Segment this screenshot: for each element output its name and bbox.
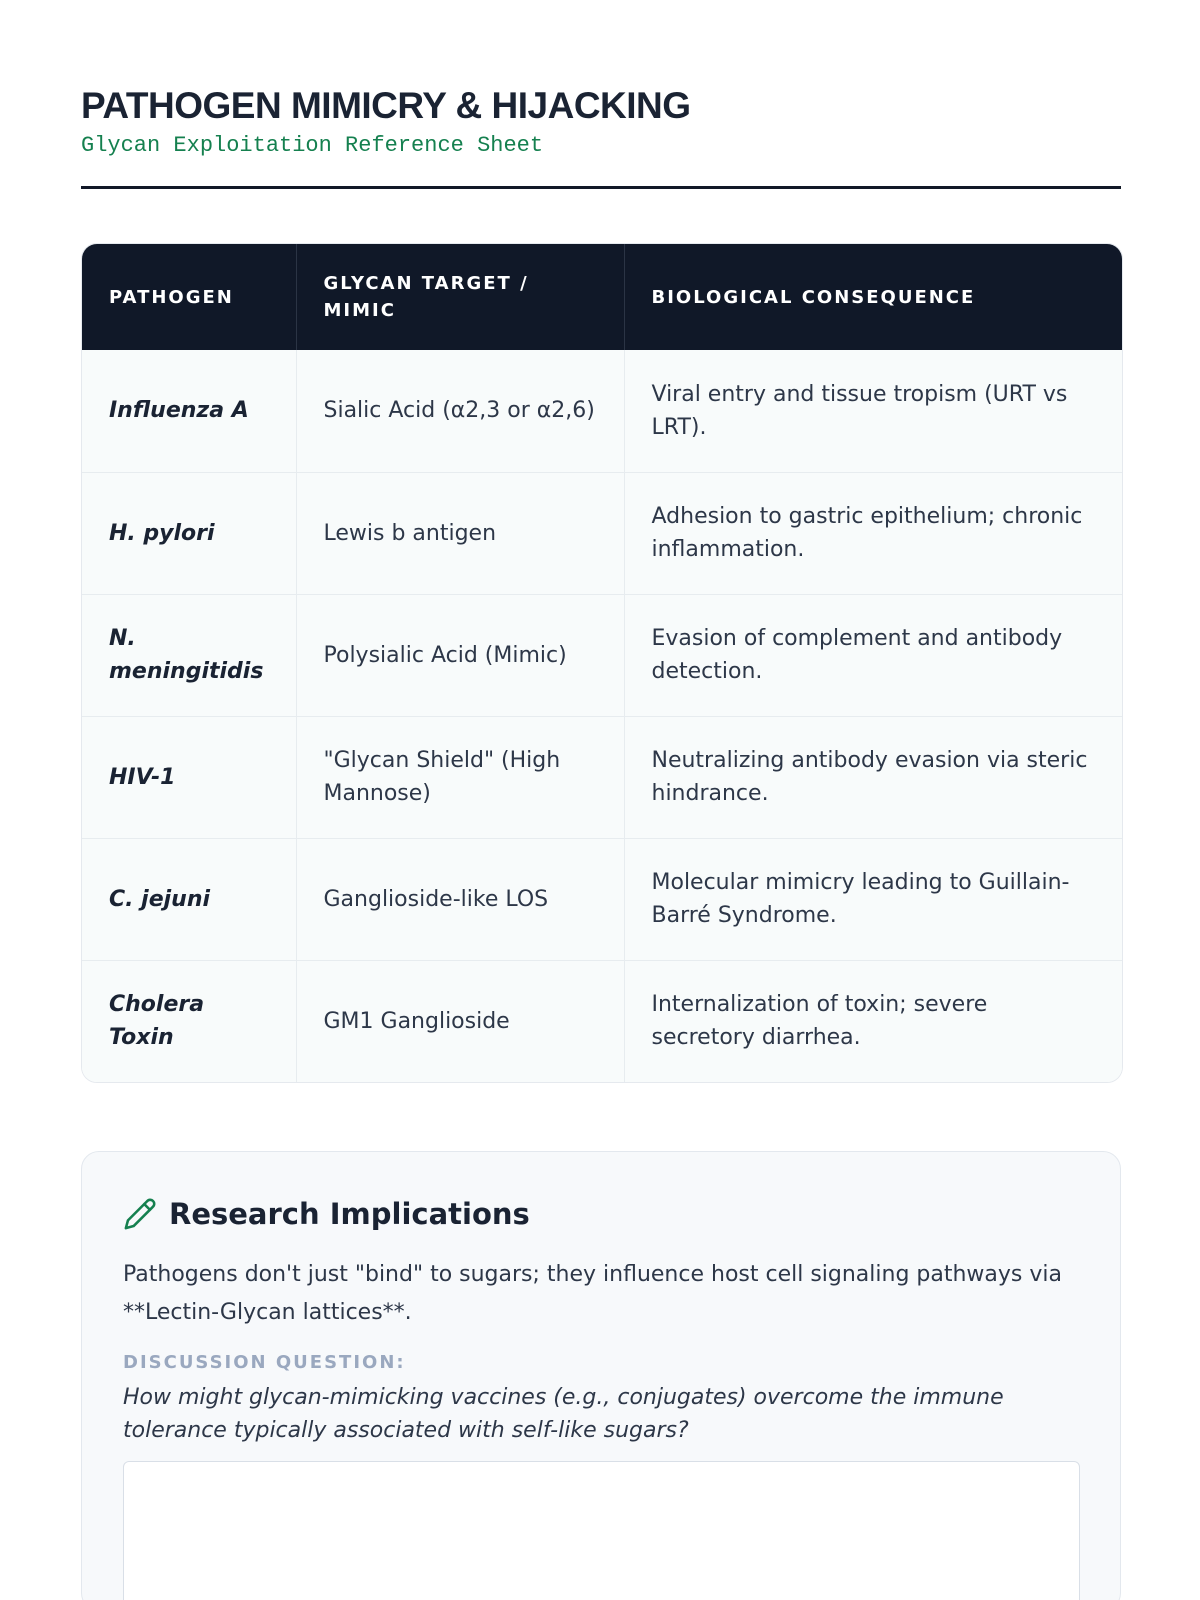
card-title: Research Implications: [169, 1197, 530, 1231]
column-header-consequence: BIOLOGICAL CONSEQUENCE: [651, 286, 976, 308]
discussion-question-text: How might glycan-mimicking vaccines (e.g., conjugates) overcome the immune tolerance typically associated with self-like sugars?: [123, 1385, 1004, 1443]
table-row: [82, 716, 1122, 838]
pathogen-cell: C. jejuni: [82, 838, 296, 960]
consequence-cell: Molecular mimicry leading to Guillain-Barré Syndrome.: [651, 870, 1070, 928]
pencil-icon: [123, 1197, 157, 1231]
table-row: [82, 960, 1122, 1082]
pathogen-cell: N. meningitidis: [82, 594, 296, 716]
glycan-target-cell: Polysialic Acid (Mimic): [296, 594, 624, 716]
consequence-cell: Internalization of toxin; severe secretory diarrhea.: [651, 992, 988, 1051]
consequence-cell: Viral entry and tissue tropism (URT vs LRT).: [651, 381, 1068, 440]
table-row: [82, 594, 1122, 716]
page-title: PATHOGEN MIMICRY & HIJACKING: [81, 85, 691, 126]
glycan-target-cell: "Glycan Shield" (High Mannose): [296, 716, 624, 838]
table-row: [82, 472, 1122, 594]
card-body-text: Pathogens don't just "bind" to sugars; they influence host cell signaling pathways via **Lectin-Glycan lattices**.: [123, 1262, 1062, 1325]
pathogen-cell: Cholera Toxin: [82, 960, 296, 1082]
card-header: [123, 1192, 1079, 1236]
discussion-question-label: DISCUSSION QUESTION:: [123, 1352, 406, 1373]
glycan-table: [81, 243, 1123, 1083]
research-implications-card: [81, 1151, 1121, 1600]
glycan-target-cell: GM1 Ganglioside: [296, 960, 624, 1082]
glycan-target-cell: Sialic Acid (α2,3 or α2,6): [296, 350, 624, 472]
glycan-target-cell: Ganglioside-like LOS: [296, 838, 624, 960]
column-header-pathogen: PATHOGEN: [82, 244, 296, 350]
glycan-target-cell: Lewis b antigen: [296, 472, 624, 594]
table-header-row: [82, 244, 1122, 350]
pathogen-cell: Influenza A: [82, 350, 296, 472]
pathogen-cell: H. pylori: [82, 472, 296, 594]
table-row: [82, 838, 1122, 960]
pathogen-cell: HIV-1: [82, 716, 296, 838]
title-divider: [81, 186, 1121, 189]
reference-sheet: [81, 80, 1121, 1600]
column-header-glycan-target: GLYCAN TARGET / MIMIC: [296, 244, 624, 350]
consequence-cell: Neutralizing antibody evasion via steric hindrance.: [651, 748, 1088, 806]
consequence-cell: Evasion of complement and antibody detection.: [651, 626, 1063, 684]
answer-text-area[interactable]: [123, 1461, 1080, 1600]
consequence-cell: Adhesion to gastric epithelium; chronic inflammation.: [651, 504, 1083, 562]
page-subtitle: Glycan Exploitation Reference Sheet: [81, 133, 544, 158]
table-row: [82, 350, 1122, 472]
